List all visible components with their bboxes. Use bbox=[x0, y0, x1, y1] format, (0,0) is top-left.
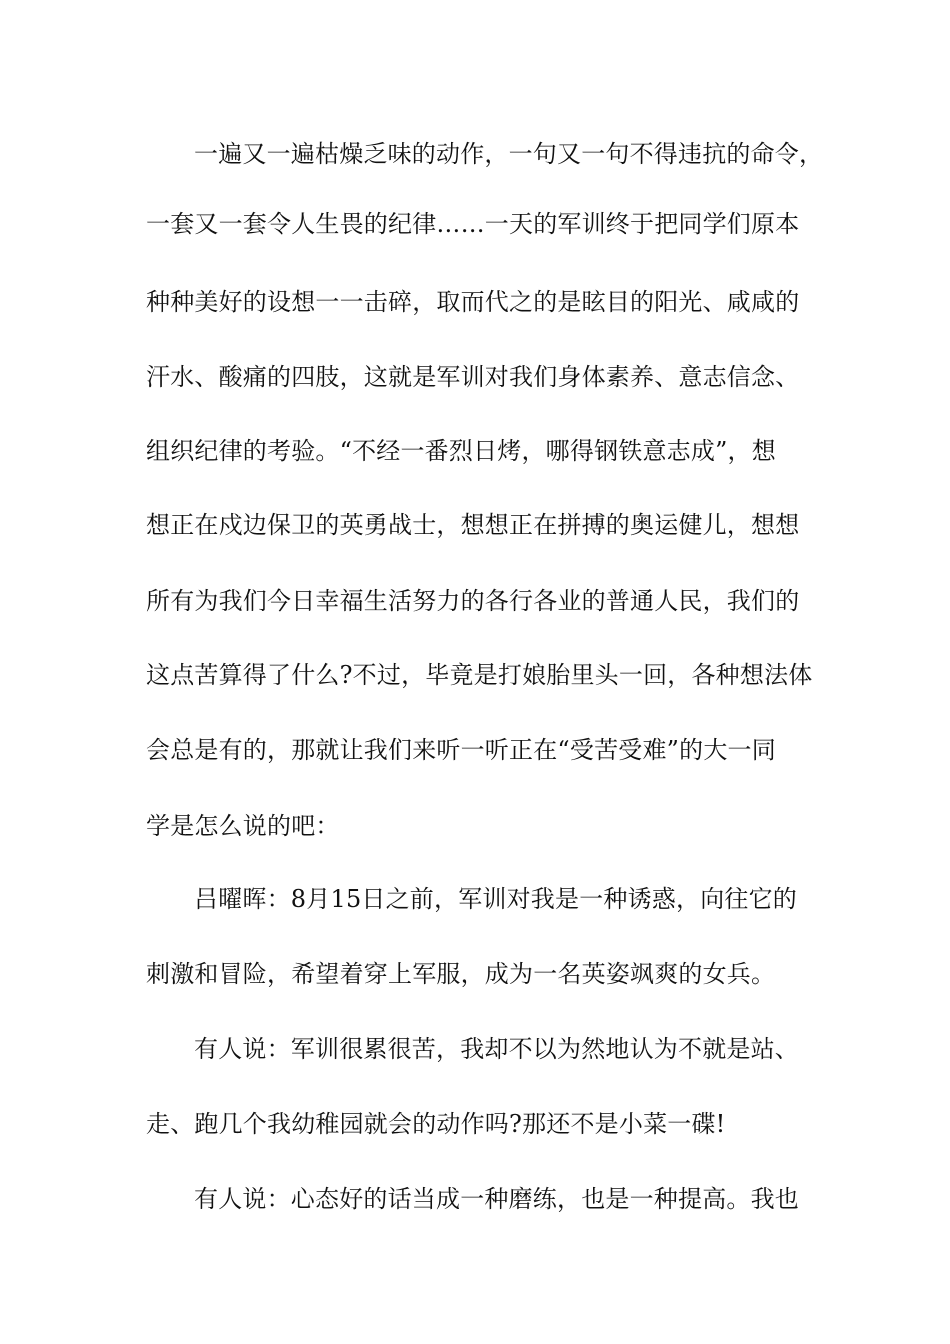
text-line: 学是怎么说的吧： bbox=[146, 812, 340, 840]
text-line: 种种美好的设想一一击碎，取而代之的是眩目的阳光、咸咸的 bbox=[146, 288, 800, 316]
text-line: 会总是有的，那就让我们来听一听正在“受苦受难”的大一同 bbox=[146, 736, 776, 764]
text-line: 刺激和冒险，希望着穿上军服，成为一名英姿飒爽的女兵。 bbox=[146, 960, 776, 988]
text-line: 这点苦算得了什么?不过，毕竟是打娘胎里头一回，各种想法体 bbox=[146, 661, 813, 689]
text-line: 组织纪律的考验。“不经一番烈日烤，哪得钢铁意志成”，想 bbox=[146, 437, 776, 465]
text-line: 走、跑几个我幼稚园就会的动作吗?那还不是小菜一碟! bbox=[146, 1110, 726, 1138]
text-line: 汗水、酸痛的四肢，这就是军训对我们身体素养、意志信念、 bbox=[146, 363, 800, 391]
text-line: 吕曜晖：8月15日之前，军训对我是一种诱惑，向往它的 bbox=[194, 885, 798, 913]
text-line: 一遍又一遍枯燥乏味的动作，一句又一句不得违抗的命令， bbox=[194, 140, 824, 168]
text-line: 有人说：心态好的话当成一种磨练，也是一种提高。我也 bbox=[194, 1185, 799, 1213]
text-line: 一套又一套令人生畏的纪律……一天的军训终于把同学们原本 bbox=[146, 210, 800, 238]
text-line: 所有为我们今日幸福生活努力的各行各业的普通人民，我们的 bbox=[146, 587, 800, 615]
text-line: 想正在戍边保卫的英勇战士，想想正在拼搏的奥运健儿，想想 bbox=[146, 511, 800, 539]
text-line: 有人说：军训很累很苦，我却不以为然地认为不就是站、 bbox=[194, 1035, 799, 1063]
